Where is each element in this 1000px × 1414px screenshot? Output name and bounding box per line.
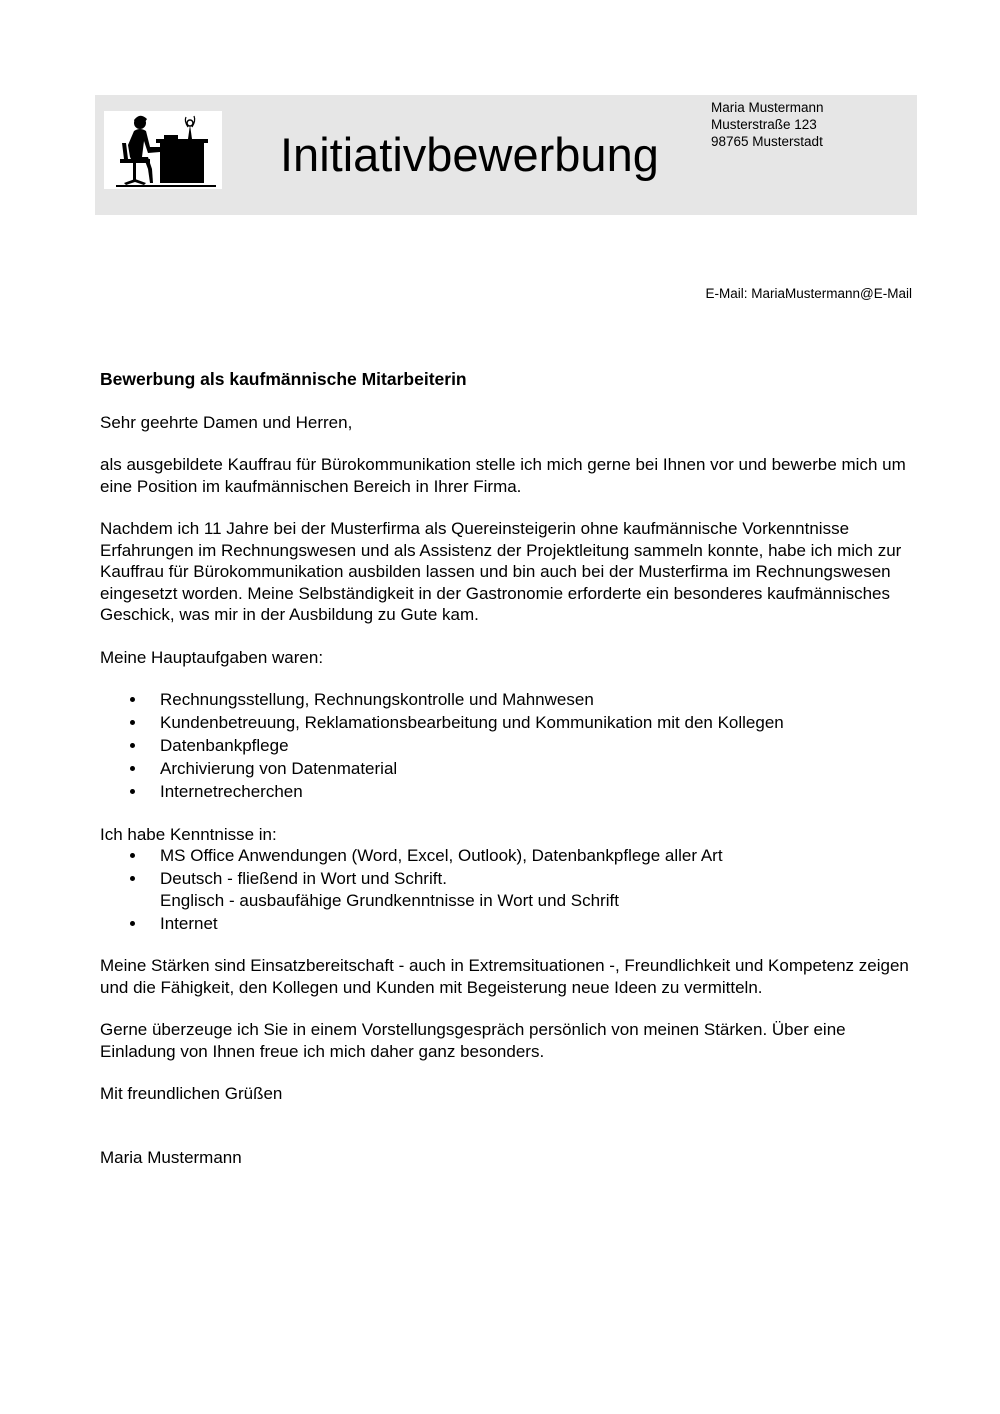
- list-item: Archivierung von Datenmaterial: [160, 758, 920, 780]
- strengths-paragraph: Meine Stärken sind Einsatzbereitschaft - auch in Extremsituationen -, Freundlichkeit und Kompetenz zeigen und die Fähigkeit, den Kollegen und Kunden mit Begeisterung neue Ideen zu vermitteln.: [100, 956, 909, 997]
- sender-email: E-Mail: MariaMustermann@E-Mail: [705, 286, 912, 301]
- closing-phrase: Mit freundlichen Grüßen: [100, 1084, 283, 1103]
- sender-name: Maria Mustermann: [711, 100, 824, 115]
- list-item: MS Office Anwendungen (Word, Excel, Outlook), Datenbankpflege aller Art: [160, 845, 920, 867]
- list-item: Internetrecherchen: [160, 781, 920, 803]
- list-item: [160, 868, 920, 911]
- skills-heading: Ich habe Kenntnisse in:: [100, 824, 277, 844]
- sender-street: Musterstraße 123: [711, 117, 817, 132]
- sender-address: [711, 99, 824, 150]
- signature: Maria Mustermann: [100, 1147, 242, 1167]
- closing-paragraph: Gerne überzeuge ich Sie in einem Vorstellungsgespräch persönlich von meinen Stärken. Über eine Einladung von Ihnen freue ich mich daher ganz besonders.: [100, 1020, 846, 1061]
- letter-subject: Bewerbung als kaufmännische Mitarbeiterin: [100, 369, 467, 389]
- letterhead: [95, 95, 917, 215]
- tasks-heading: Meine Hauptaufgaben waren:: [100, 647, 324, 667]
- skill-english: Englisch - ausbaufähige Grundkenntnisse in Wort und Schrift: [160, 890, 619, 910]
- page-title: Initiativbewerbung: [280, 128, 659, 181]
- letter-body: [100, 369, 920, 1189]
- list-item: Kundenbetreuung, Reklamationsbearbeitung und Kommunikation mit den Kollegen: [160, 712, 920, 734]
- office-worker-at-desk-icon: [104, 111, 222, 189]
- list-item: Internet: [160, 913, 920, 935]
- salutation: Sehr geehrte Damen und Herren,: [100, 412, 353, 432]
- list-item: Rechnungsstellung, Rechnungskontrolle und Mahnwesen: [160, 689, 920, 711]
- experience-paragraph: Nachdem ich 11 Jahre bei der Musterfirma als Quereinsteigerin ohne kaufmännische Vorkenntnisse Erfahrungen im Rechnungswesen und als Assistenz der Projektleitung sammeln konnte, habe ich mich zur Kauffrau für Bürokommunikation ausbilden lassen und bin auch bei der Musterfirma im Rechnungswesen eingesetzt worden. Meine Selbständigkeit in der Gastronomie erforderte ein besonderes kaufmännisches Geschick, was mir in der Ausbildung zu Gute kam.: [100, 519, 902, 624]
- list-item: Datenbankpflege: [160, 735, 920, 757]
- sender-city: 98765 Musterstadt: [711, 134, 823, 149]
- skill-german: Deutsch - fließend in Wort und Schrift.: [160, 869, 447, 888]
- tasks-list: [100, 689, 920, 803]
- intro-paragraph: als ausgebildete Kauffrau für Bürokommunikation stelle ich mich gerne bei Ihnen vor und bewerbe mich um eine Position im kaufmännischen Bereich in Ihrer Firma.: [100, 455, 906, 496]
- skills-list: [100, 845, 920, 934]
